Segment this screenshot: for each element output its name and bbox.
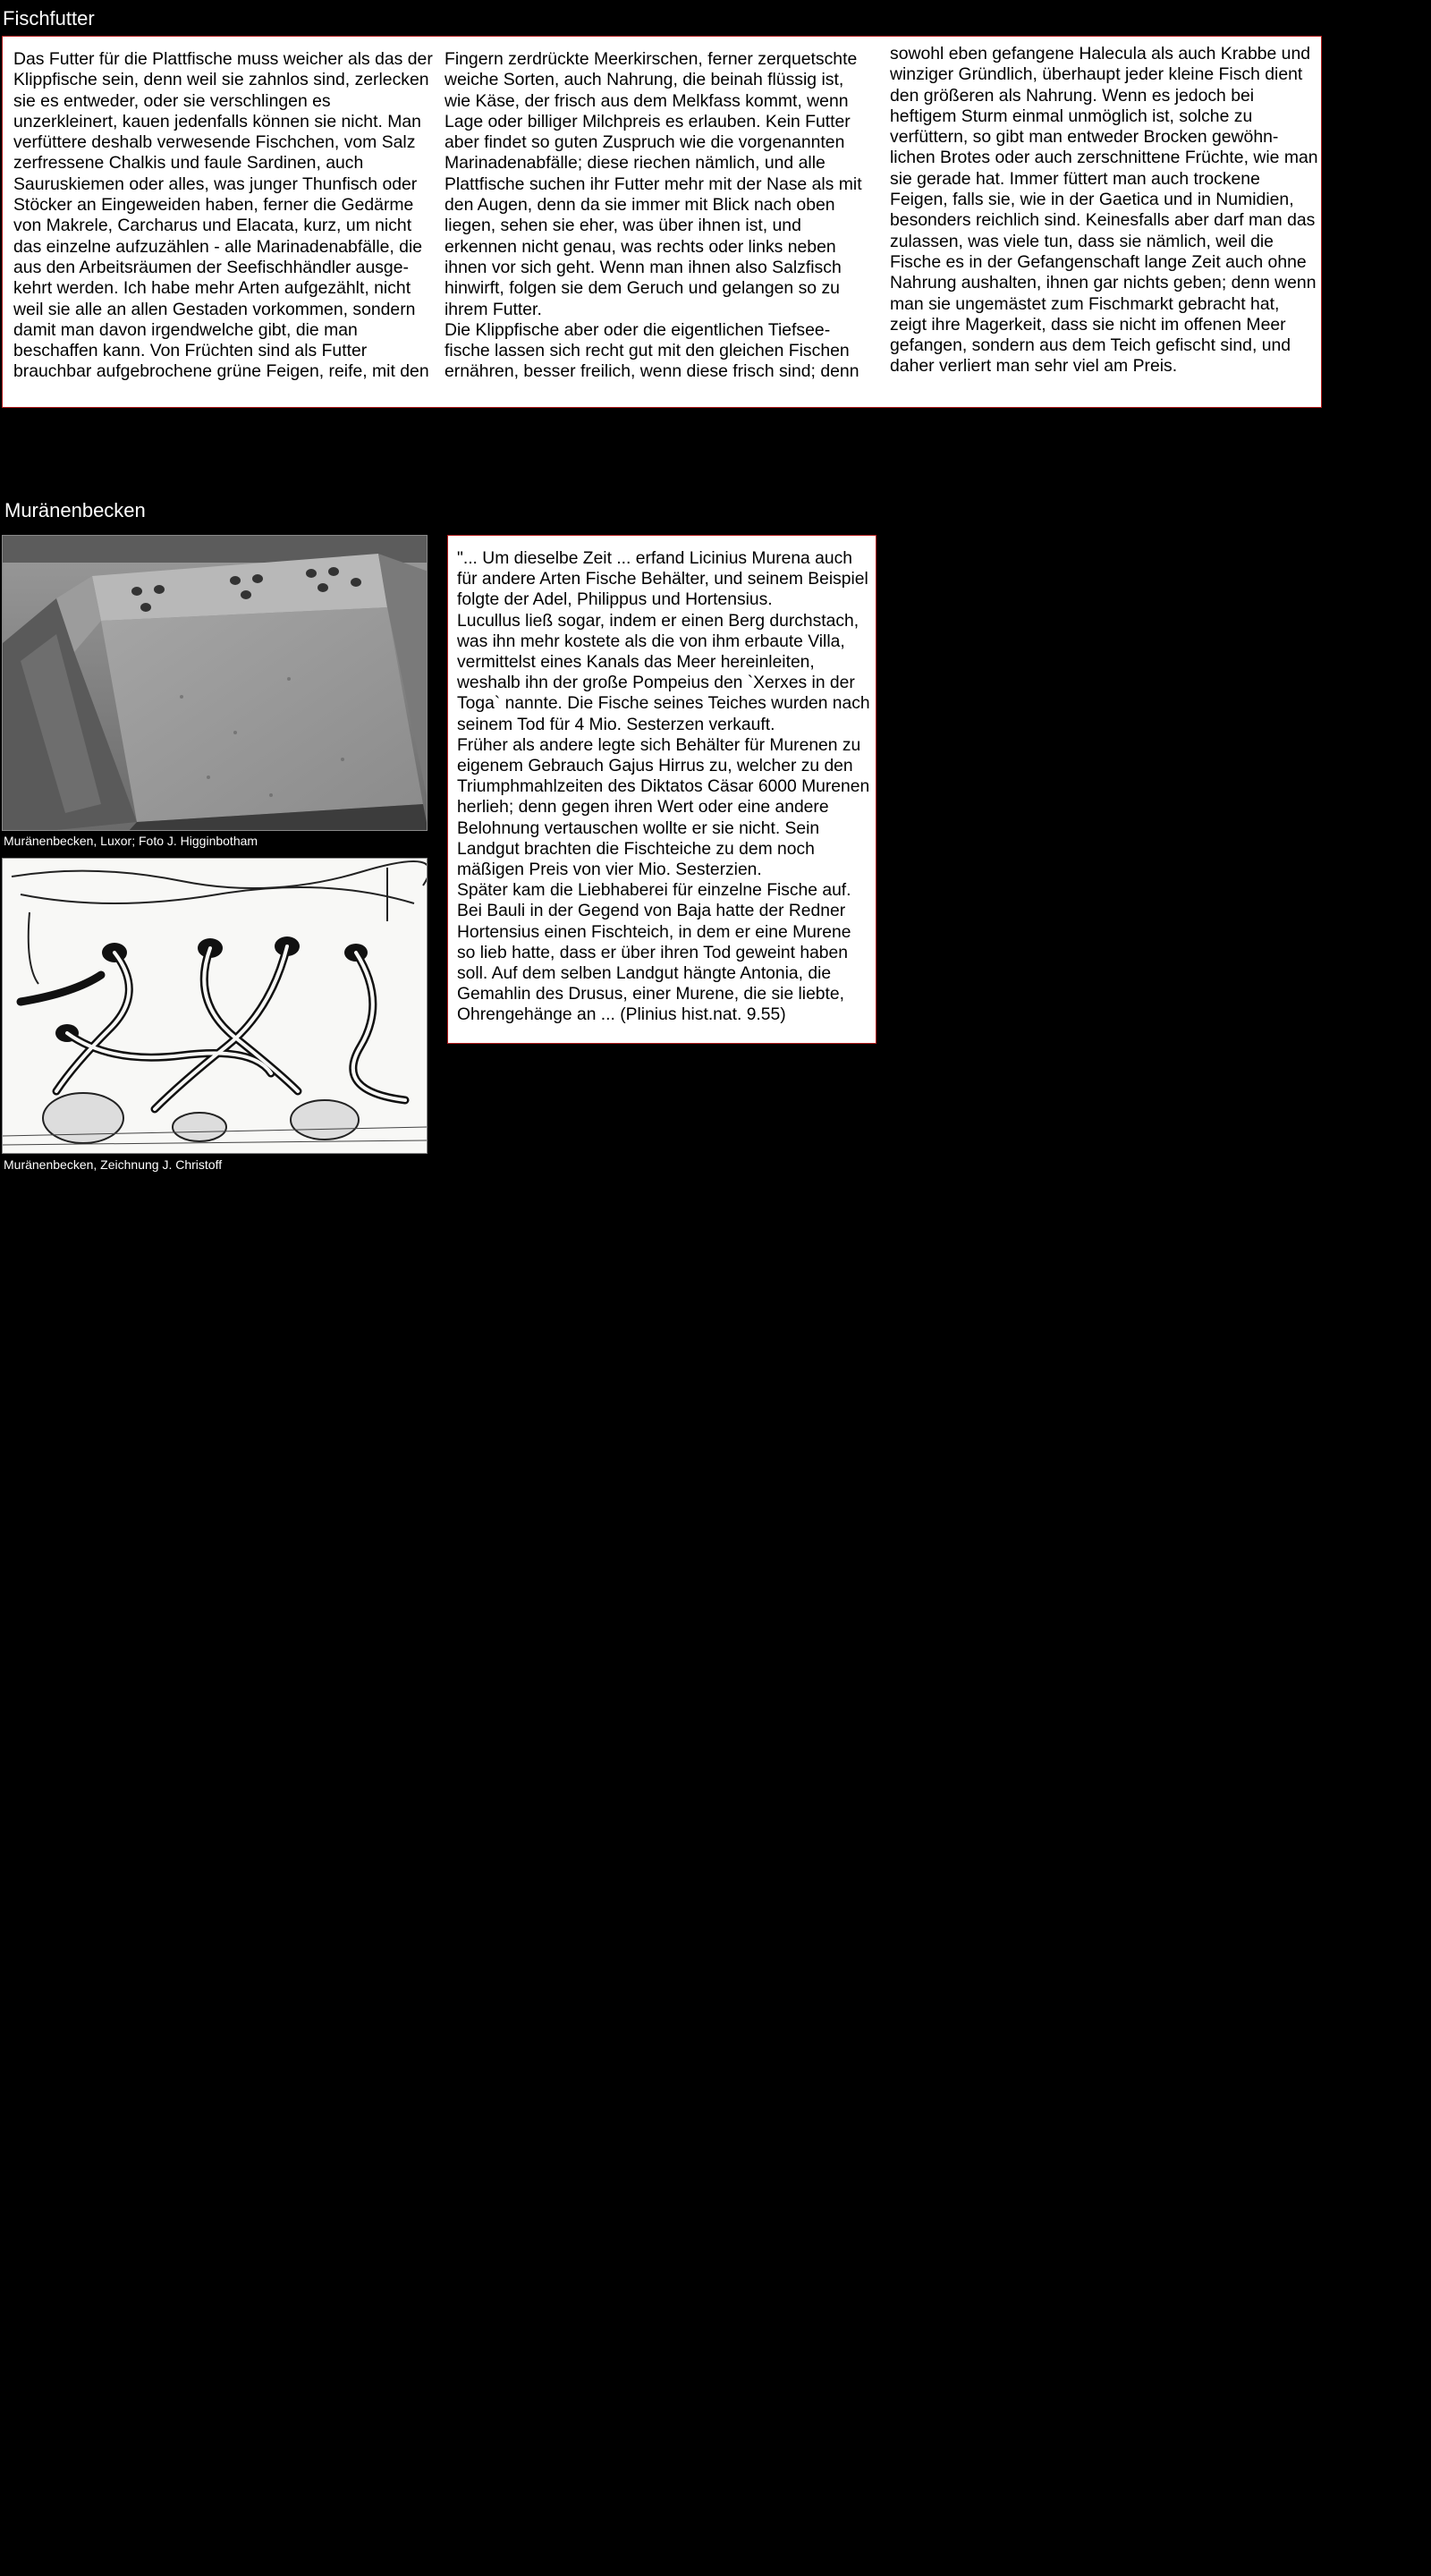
muraenenbecken-drawing-illustration xyxy=(3,859,428,1154)
fischfutter-column-3: sowohl eben gefangene Halecula als auch Krabbe und winziger Gründlich, überhaupt jeder kleine Fisch dient den größeren als Nahrung. Wenn es jedoch bei heftigem Sturm einmal unmöglich ist, solche zu verfüttern, so gibt man entweder Brocken gewöhn-lichen Brotes oder auch zerschnittene Früchte, wie man sie gerade hat. Immer füttert man auch trockene Feigen, falls sie, wie in der Gaetica und in Numidien, besonders reichlich sind. Keinesfalls aber darf man das zulassen, was viele tun, dass sie nämlich, weil die Fische es in der Gefangenschaft lange Zeit auch ohne Nahrung aushalten, ihnen gar nichts geben; denn wenn man sie ungemästet zum Fischmarkt gebracht hat, zeigt ihre Magerkeit, dass sie nicht im offenen Meer gefangen, sondern aus dem Teich gefischt sind, und daher verliert man sehr viel am Preis. xyxy=(890,44,1318,377)
plinius-quote-box xyxy=(447,535,876,1044)
fischfutter-column-1: Das Futter für die Plattfische muss weicher als das der Klippfische sein, denn weil sie zahnlos sind, zerlecken sie es entweder, oder sie verschlingen es unzerkleinert, kauen jedenfalls können sie nicht. Man verfüttere deshalb verwesende Fischchen, vom Salz zerfressene Chalkis und faule Sardinen, auch Sauruskiemen oder alles, was junger Thunfisch oder Stöcker an Eingeweiden haben, ferner die Gedärme von Makrele, Carcharus und Elacata, kurz, um nicht das einzelne aufzuzählen - alle Marinadenabfälle, die aus den Arbeitsräumen der Seefischhändler ausge-kehrt werden. Ich habe mehr Arten aufgezählt, nicht weil sie alle an allen Gestaden vorkommen, sondern damit man davon irgendwelche gibt, die man beschaffen kann. Von Früchten sind als Futter brauchbar aufgebrochene grüne Feigen, reife, mit den xyxy=(13,49,433,382)
muraenenbecken-drawing xyxy=(2,858,428,1154)
fischfutter-column-2: Fingern zerdrückte Meerkirschen, ferner zerquetschte weiche Sorten, auch Nahrung, die beinah flüssig ist, wie Käse, der frisch aus dem Melkfass kommt, wenn Lage oder billiger Milchpreis es erlauben. Kein Futter aber findet so guten Zuspruch wie die vorgenannten Marinadenabfälle; diese riechen nämlich, und alle Plattfische suchen ihr Futter mehr mit der Nase als mit den Augen, denn da sie immer mit Blick nach oben liegen, sehen sie eher, was über ihnen ist, und erkennen nicht genau, was rechts oder links neben ihnen vor sich geht. Wenn man ihnen also Salzfisch hinwirft, folgen sie dem Geruch und gelangen so zu ihrem Futter. Die Klippfische aber oder die eigentlichen Tiefsee-fische lassen sich recht gut mit den gleichen Fischen ernähren, besser freilich, wenn diese frisch sind; denn xyxy=(445,49,862,382)
fischfutter-text-box xyxy=(2,36,1322,408)
muraenenbecken-photo xyxy=(2,535,428,831)
plinius-quote-text: "... Um dieselbe Zeit ... erfand Licinius Murena auch für andere Arten Fische Behälter, und seinem Beispiel folgte der Adel, Philippus und Hortensius. Lucullus ließ sogar, indem er einen Berg durchstach, was ihn mehr kostete als die von ihm erbaute Villa, vermittelst eines Kanals das Meer hereinleiten, weshalb ihn der große Pompeius den `Xerxes in der Toga` nannte. Die Fische seines Teiches wurden nach seinem Tod für 4 Mio. Sesterzen verkauft. Früher als andere legte sich Behälter für Murenen zu eigenem Gebrauch Gajus Hirrus zu, welcher zu den Triumphmahlzeiten des Diktatos Cäsar 6000 Murenen herlieh; denn gegen ihren Wert oder eine andere Belohnung vertauschen wollte er sie nicht. Sein Landgut brachten die Fischteiche zu dem noch mäßigen Preis von vier Mio. Sesterzien. Später kam die Liebhaberei für einzelne Fische auf. Bei Bauli in der Gegend von Baja hatte der Redner Hortensius einen Fischteich, in dem er eine Murene so lieb hatte, dass er über ihren Tod geweint haben soll. Auf dem selben Landgut hängte Antonia, die Gemahlin des Drusus, einer Murene, die sie liebte, Ohrengehänge an ... (Plinius hist.nat. 9.55) xyxy=(457,549,870,1025)
photo-caption: Muränenbecken, Luxor; Foto J. Higginbotham xyxy=(4,834,258,848)
section-title-fischfutter: Fischfutter xyxy=(3,7,95,30)
muraenenbecken-photo-illustration xyxy=(3,536,428,831)
drawing-caption: Muränenbecken, Zeichnung J. Christoff xyxy=(4,1157,223,1172)
section-title-muraenenbecken: Muränenbecken xyxy=(4,499,146,521)
